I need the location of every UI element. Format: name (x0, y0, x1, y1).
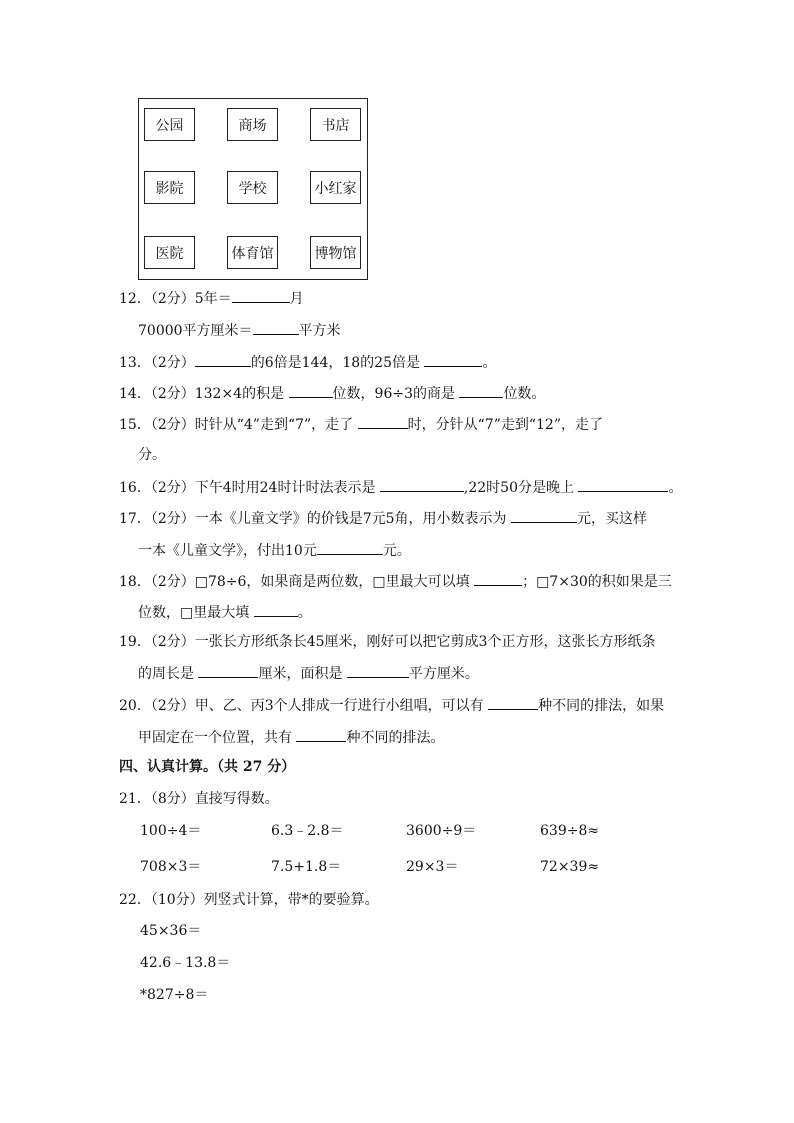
q14-text: 14．（2分）132×4的积是 (119, 386, 289, 402)
q18-blank-1[interactable] (474, 571, 522, 586)
q17-text-3: 一本《儿童文学》，付出10元 (138, 543, 317, 559)
q19-text: 19．（2分）一张长方形纸条长45厘米，刚好可以把它剪成3个正方形，这张长方形纸条 (119, 634, 656, 650)
map-cell-bookstore: 书店 (310, 108, 361, 141)
q13-text-3: 。 (482, 355, 497, 371)
q16-blank-1[interactable] (380, 477, 464, 492)
q12-unit: 月 (289, 291, 304, 307)
map-cell-home: 小红家 (310, 171, 361, 204)
q17-text-4: 元。 (382, 543, 411, 559)
q21-item: 639÷8≈ (540, 823, 600, 839)
q15-text-2: 时，分针从“7”走到“12”，走了 (407, 417, 603, 433)
q20-text: 20．（2分）甲、乙、丙3个人排成一行进行小组唱，可以有 (119, 698, 489, 714)
question-12 (119, 288, 304, 309)
q14-text-3: 位数。 (503, 386, 546, 402)
q17-blank-2[interactable] (317, 540, 383, 555)
map-cell-cinema: 影院 (144, 171, 195, 204)
q21-item: 29×3＝ (406, 859, 459, 875)
map-cell-hospital: 医院 (144, 236, 195, 269)
location-map (138, 98, 368, 280)
q19-text-4: 平方厘米。 (408, 666, 479, 682)
q21-item: 7.5+1.8＝ (271, 859, 342, 875)
q18-blank-2[interactable] (254, 602, 298, 617)
question-13 (119, 352, 496, 373)
q18-text-3: 位数，□里最大填 (138, 605, 254, 621)
question-19-line2 (138, 663, 479, 684)
question-19 (119, 632, 655, 652)
question-14 (119, 383, 545, 404)
question-16 (119, 477, 682, 498)
question-22: 22．（10分）列竖式计算，带*的要验算。 (119, 892, 379, 908)
q20-text-2: 种不同的排法，如果 (538, 698, 665, 714)
question-17 (119, 508, 647, 529)
q18-text-4: 。 (297, 605, 312, 621)
q16-blank-2[interactable] (578, 477, 668, 492)
q12-blank-2[interactable] (253, 320, 299, 335)
map-cell-school: 学校 (227, 171, 278, 204)
q21-item: 100÷4＝ (140, 823, 202, 839)
map-cell-mall: 商场 (227, 108, 278, 141)
question-20-line2 (138, 727, 444, 748)
q20-text-4: 种不同的排法。 (346, 730, 445, 746)
q21-item: 6.3﹣2.8＝ (271, 823, 344, 839)
q13-text: 13．（2分） (119, 355, 195, 371)
q19-blank-2[interactable] (347, 663, 409, 678)
map-cell-park: 公园 (144, 108, 195, 141)
q16-text-2: ,22时50分是晚上 (463, 480, 579, 496)
q21-item: 708×3＝ (140, 859, 202, 875)
section-4-title: 四、认真计算。（共 27 分） (119, 759, 296, 775)
q15-blank-1[interactable] (358, 414, 408, 429)
q14-blank-2[interactable] (459, 383, 503, 398)
question-18-line2 (138, 602, 312, 623)
q14-blank-1[interactable] (289, 383, 333, 398)
q12-text: 12．（2分）5年＝ (119, 291, 232, 307)
question-15 (119, 414, 603, 435)
q22-item: *827÷8＝ (140, 987, 209, 1003)
q21-item: 72×39≈ (540, 859, 600, 875)
q15-text-3: 分。 (138, 447, 166, 463)
q19-text-3: 厘米，面积是 (258, 666, 347, 682)
question-12-line2 (138, 320, 341, 341)
q17-text-2: 元，买这样 (577, 511, 647, 527)
q17-blank-1[interactable] (511, 508, 577, 523)
q20-text-3: 甲固定在一个位置，共有 (138, 730, 297, 746)
q12-blank-1[interactable] (232, 288, 290, 303)
q22-item: 42.6﹣13.8＝ (140, 955, 231, 971)
q19-blank-1[interactable] (198, 663, 258, 678)
question-15-line2 (138, 445, 166, 465)
question-17-line2 (138, 540, 411, 561)
q20-blank-2[interactable] (296, 727, 346, 742)
question-20 (119, 695, 664, 716)
q18-text-2: ；□7×30的积如果是三 (522, 574, 672, 590)
q22-item: 45×36＝ (140, 923, 202, 939)
q14-text-2: 位数，96÷3的商是 (332, 386, 460, 402)
q16-text: 16．（2分）下午4时用24时计时法表示是 (119, 480, 380, 496)
q18-text: 18．（2分）□78÷6，如果商是两位数，□里最大可以填 (119, 574, 475, 590)
map-cell-museum: 博物馆 (310, 236, 361, 269)
q12-text-2: 70000平方厘米＝ (138, 323, 253, 339)
q13-blank-1[interactable] (195, 352, 251, 367)
q13-blank-2[interactable] (424, 352, 482, 367)
question-18 (119, 571, 672, 592)
map-cell-gym: 体育馆 (227, 236, 278, 269)
q15-text: 15．（2分）时针从“4”走到“7”，走了 (119, 417, 358, 433)
q13-text-2: 的6倍是144，18的25倍是 (250, 355, 425, 371)
q20-blank-1[interactable] (488, 695, 538, 710)
q16-text-3: 。 (668, 480, 683, 496)
q17-text: 17．（2分）一本《儿童文学》的价钱是7元5角，用小数表示为 (119, 511, 511, 527)
question-21: 21．（8分）直接写得数。 (119, 791, 279, 807)
q21-item: 3600÷9＝ (406, 823, 477, 839)
q19-text-2: 的周长是 (138, 666, 199, 682)
q12-unit-2: 平方米 (298, 323, 341, 339)
